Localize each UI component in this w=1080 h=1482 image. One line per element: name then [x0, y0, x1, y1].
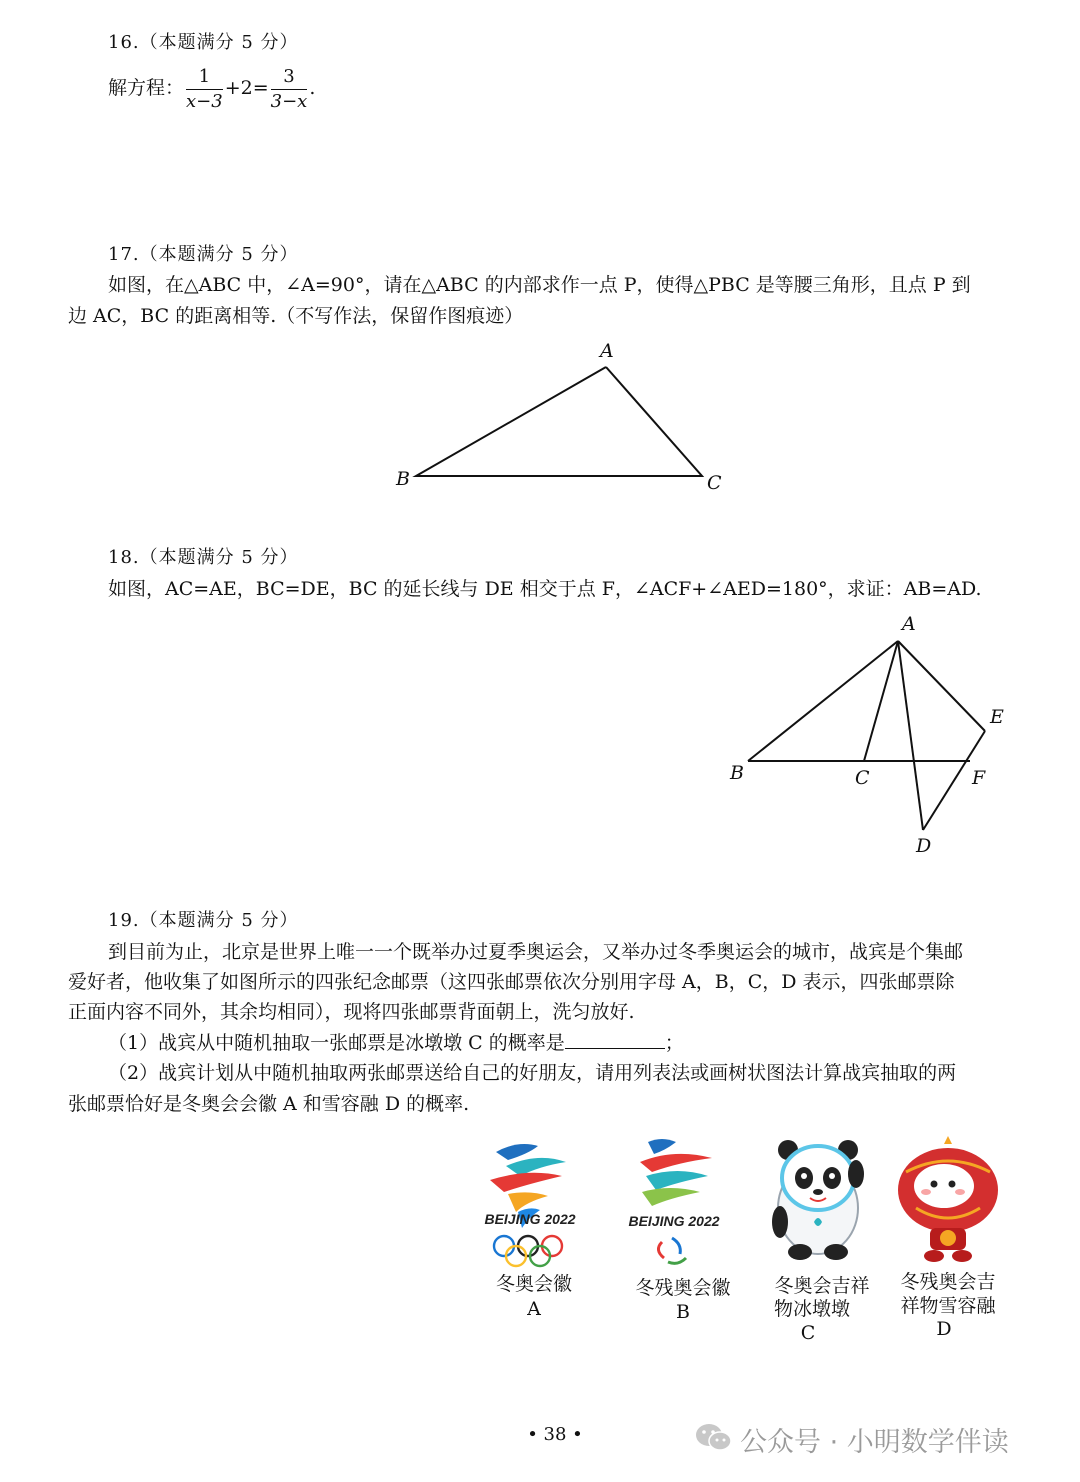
q19-sub2-line2: 张邮票恰好是冬奥会会徽 A 和雪容融 D 的概率. [68, 1093, 470, 1115]
q17-line1: 如图，在△ABC 中，∠A=90°，请在△ABC 的内部求作一点 P，使得△PBC 是等腰三角形，且点 P 到 [108, 274, 971, 296]
q18-segment-ac [864, 641, 898, 761]
paralympic-agitos-icon [658, 1238, 686, 1263]
q19-para-line2: 爱好者，他收集了如图所示的四张纪念邮票（这四张邮票依次分别用字母 A，B，C，D 表示，四张邮票除 [68, 971, 955, 993]
stamp-c-caption-line2: 物冰墩墩 [773, 1298, 850, 1320]
q18-point-b: B [730, 762, 744, 784]
q16-frac2-den: 3−x [270, 90, 308, 112]
q16-label: 解方程： [108, 77, 185, 99]
stamp-b-letter: B [676, 1301, 690, 1323]
q18-point-c: C [855, 767, 870, 789]
stamp-a-letter: A [527, 1298, 541, 1320]
stamp-d-letter: D [936, 1318, 952, 1340]
stamp-d-caption-line2: 祥物雪容融 [900, 1295, 996, 1317]
olympic-rings-icon [494, 1236, 562, 1266]
stamp-a-caption: 冬奥会徽 [495, 1273, 572, 1295]
q16-fraction-1 [186, 65, 223, 114]
q18-header: 18.（本题满分 5 分） [108, 547, 299, 568]
stamp-b-emblem-image [612, 1132, 740, 1272]
q18-point-d: D [916, 835, 932, 857]
q17-triangle-abc [416, 367, 702, 476]
q17-header: 17.（本题满分 5 分） [108, 244, 299, 265]
q16-plus-two: +2= [224, 77, 269, 99]
q16-frac1-num: 1 [186, 65, 223, 90]
q19-header: 19.（本题满分 5 分） [108, 910, 299, 931]
q19-answer-blank[interactable] [565, 1028, 665, 1049]
stamp-d-shuey-rhon-rhon-image [888, 1132, 1010, 1267]
q17-point-a: A [600, 340, 614, 362]
page-number: • 38 • [527, 1424, 583, 1445]
stamp-b-logo-text: BEIJING 2022 [628, 1213, 720, 1229]
stamp-a-logo-text: BEIJING 2022 [484, 1211, 576, 1227]
stamp-d-caption-line1: 冬残奥会吉 [900, 1271, 996, 1293]
q19-para-line1: 到目前为止，北京是世界上唯一一个既举办过夏季奥运会，又举办过冬季奥运会的城市，战宾是个集邮 [108, 941, 964, 963]
q16-frac2-num: 3 [271, 65, 308, 90]
q18-segment-ad [898, 641, 923, 830]
q18-point-f: F [972, 767, 986, 789]
stamp-a-emblem-image [468, 1132, 596, 1272]
q19-para-line3: 正面内容不同外，其余均相同），现将四张邮票背面朝上，洗匀放好. [68, 1001, 635, 1023]
q16-equation [108, 62, 315, 114]
q17-point-b: B [396, 468, 410, 490]
q16-header: 16.（本题满分 5 分） [108, 32, 299, 53]
wechat-icon [694, 1420, 734, 1454]
watermark-text: 公众号 · 小明数学伴读 [740, 1427, 1009, 1458]
stamp-b-caption: 冬残奥会徽 [635, 1277, 731, 1299]
q16-fraction-2 [271, 65, 308, 114]
q17-triangle-figure [380, 335, 740, 500]
q18-figure [730, 625, 1020, 865]
q18-line1: 如图，AC=AE，BC=DE，BC 的延长线与 DE 相交于点 F，∠ACF+∠AED=180°，求证：AB=AD. [108, 578, 982, 600]
q17-point-c: C [707, 472, 722, 494]
q16-frac1-den: x−3 [186, 90, 223, 112]
q18-segment-ae [898, 641, 985, 731]
q16-period: . [309, 77, 316, 99]
q17-line2: 边 AC，BC 的距离相等.（不写作法，保留作图痕迹） [68, 305, 524, 327]
stamp-c-caption-line1: 冬奥会吉祥 [774, 1275, 870, 1297]
q19-sub1-end: ； [664, 1032, 684, 1054]
q19-sub2-line1: （2）战宾计划从中随机抽取两张邮票送给自己的好朋友，请用列表法或画树状图法计算战宾抽取的两 [108, 1062, 957, 1084]
q18-segment-ab [748, 641, 898, 761]
q19-sub1-text: （1）战宾从中随机抽取一张邮票是冰墩墩 C 的概率是 [108, 1032, 565, 1054]
q19-sub1 [108, 1028, 684, 1058]
q18-point-e: E [990, 706, 1004, 728]
q18-point-a: A [902, 613, 916, 635]
stamp-c-bing-dwen-dwen-image [758, 1130, 878, 1265]
stamp-c-letter: C [800, 1322, 816, 1344]
